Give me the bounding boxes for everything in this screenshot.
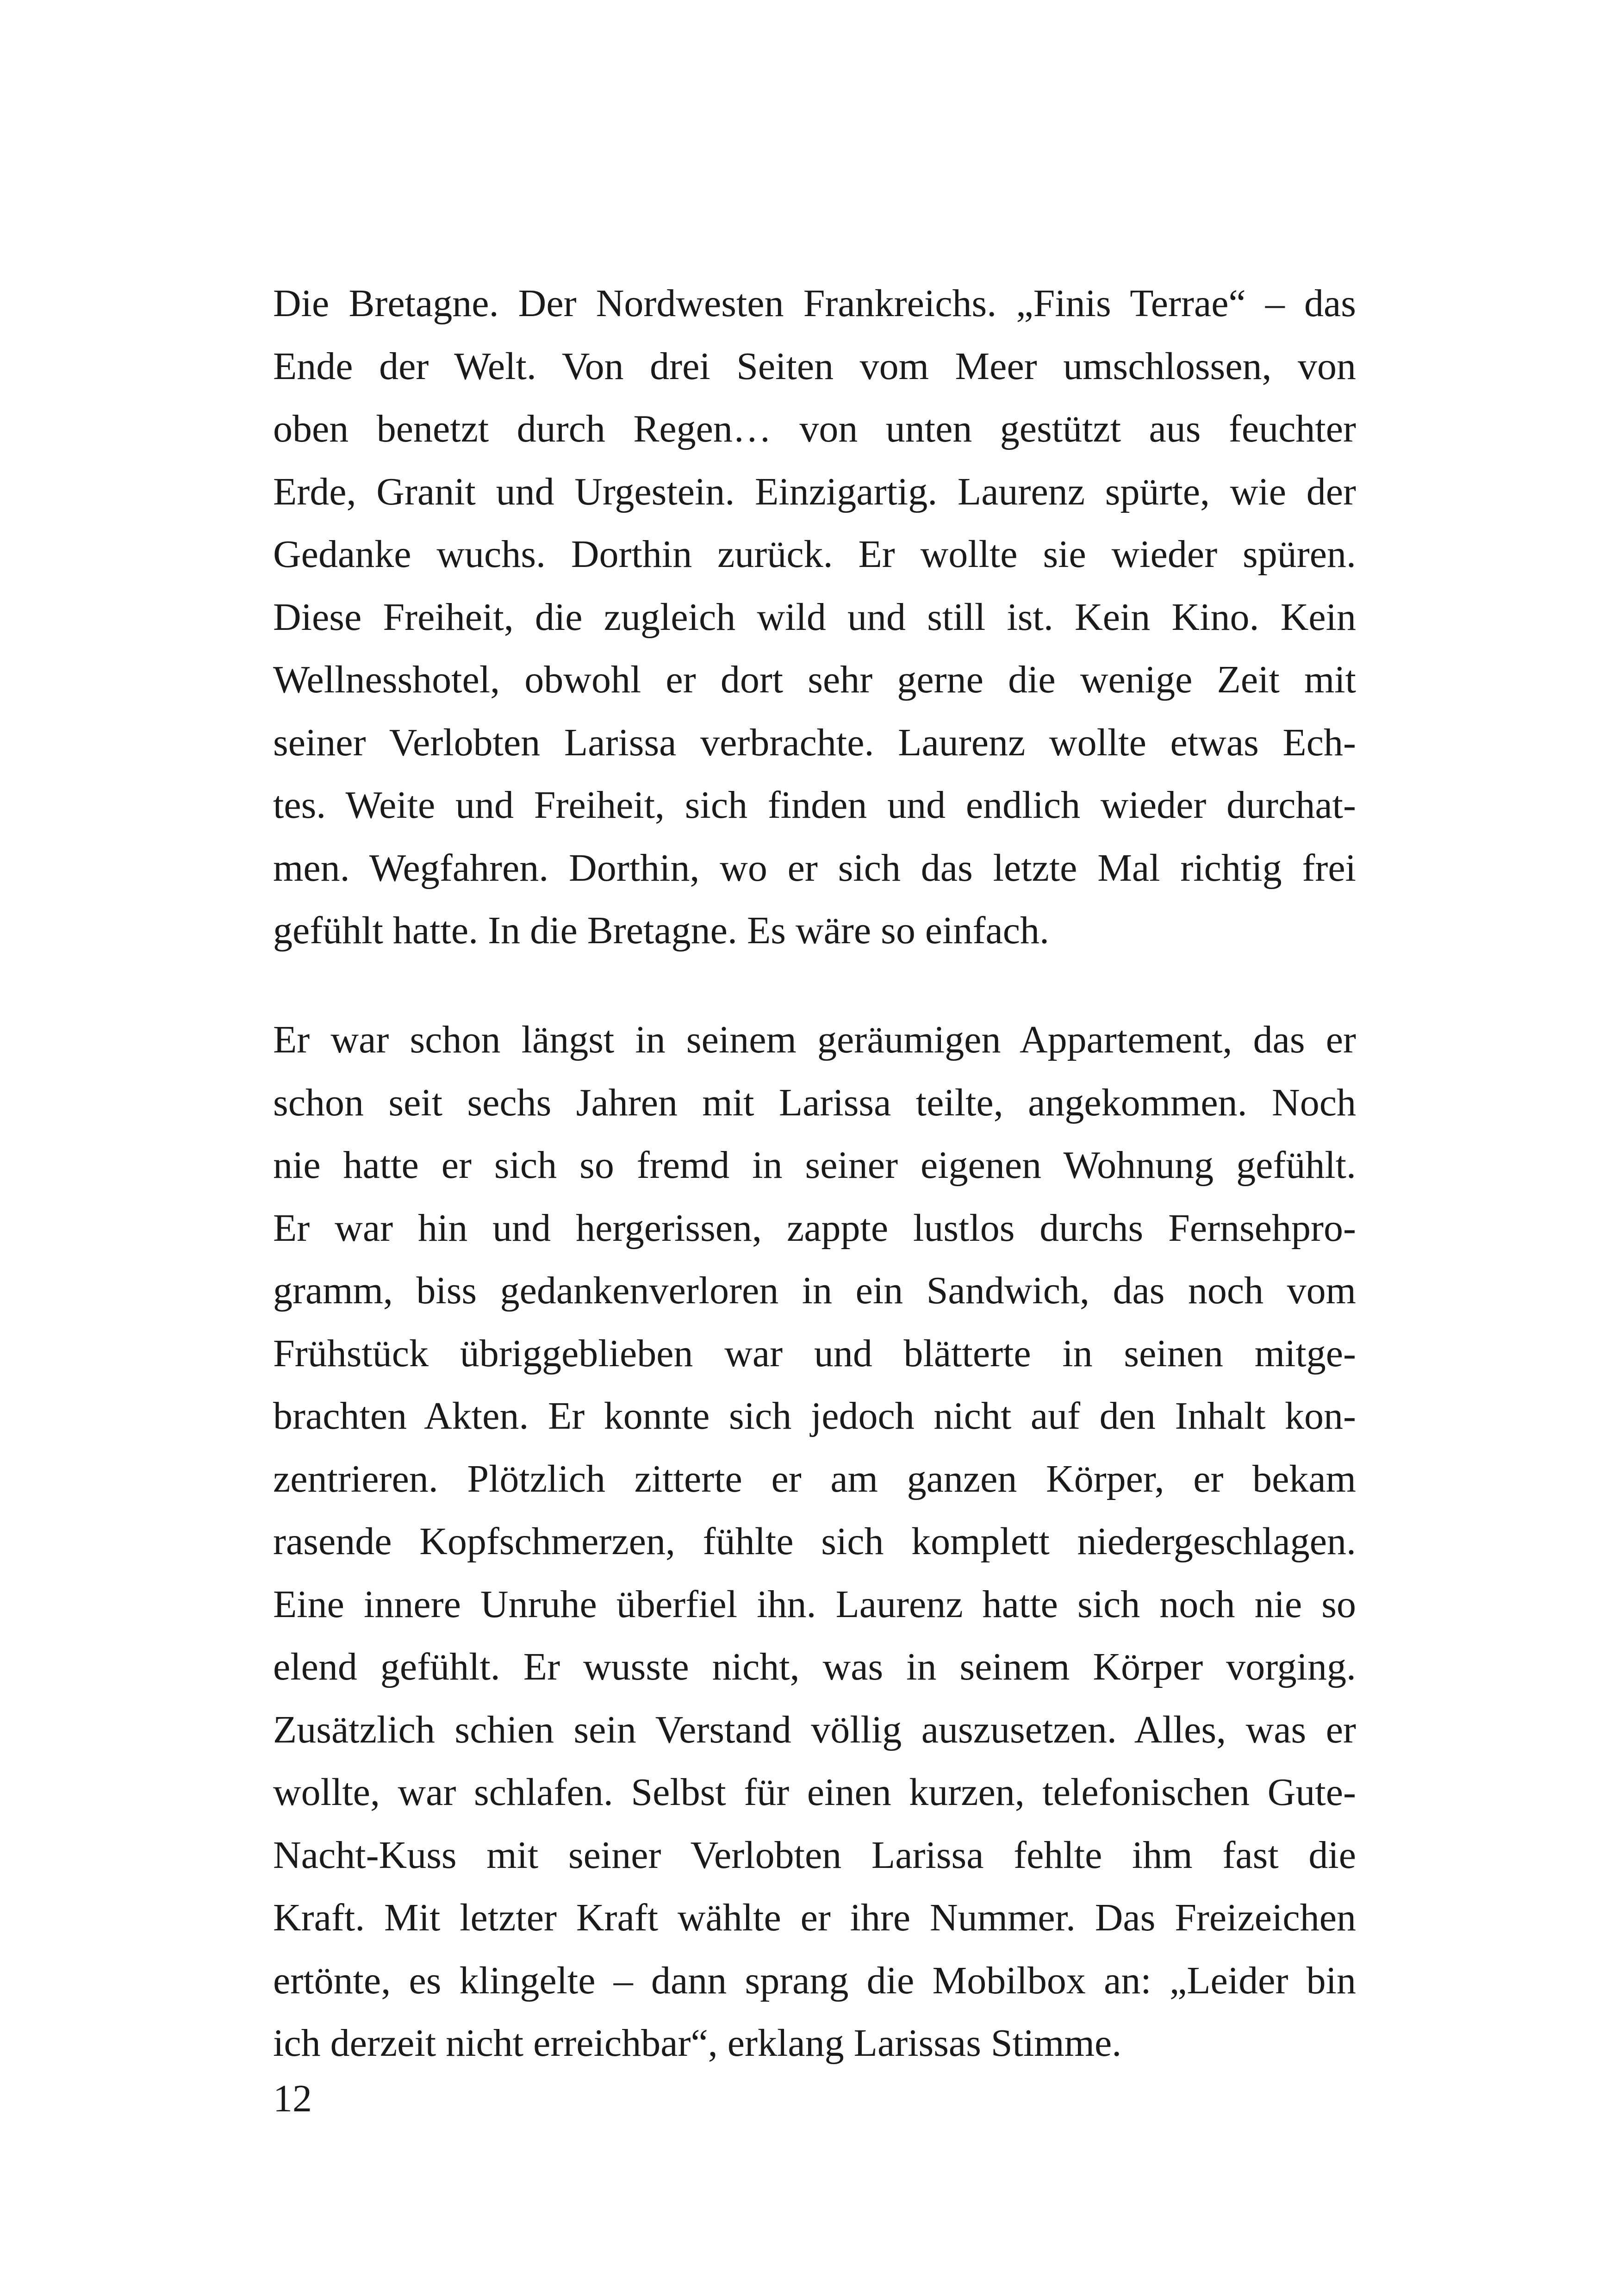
page-number: 12 — [273, 2077, 312, 2120]
text-line: Die Bretagne. Der Nordwesten Frankreichs. „Finis Terrae“ – das — [273, 282, 1356, 325]
text-line: nie hatte er sich so fremd in seiner eigenen Wohnung gefühlt. — [273, 1144, 1356, 1187]
paragraph — [273, 1008, 1356, 2075]
text-line: rasende Kopfschmerzen, fühlte sich komplett niedergeschlagen. — [273, 1520, 1356, 1563]
text-line: Wellnesshotel, obwohl er dort sehr gerne die wenige Zeit mit — [273, 658, 1356, 701]
text-line: ertönte, es klingelte – dann sprang die Mobilbox an: „Leider bin — [273, 1959, 1356, 2002]
text-line: Zusätzlich schien sein Verstand völlig auszusetzen. Alles, was er — [273, 1708, 1356, 1751]
text-line: schon seit sechs Jahren mit Larissa teilte, angekommen. Noch — [273, 1081, 1356, 1124]
text-line: gefühlt hatte. In die Bretagne. Es wäre so einfach. — [273, 909, 1050, 952]
text-line: Eine innere Unruhe überfiel ihn. Laurenz hatte sich noch nie so — [273, 1582, 1356, 1626]
text-line: Erde, Granit und Urgestein. Einzigartig. Laurenz spürte, wie der — [273, 470, 1356, 513]
text-line: gramm, biss gedankenverloren in ein Sandwich, das noch vom — [273, 1269, 1356, 1312]
text-line: Diese Freiheit, die zugleich wild und still ist. Kein Kino. Kein — [273, 595, 1356, 639]
text-line: ich derzeit nicht erreichbar“, erklang Larissas Stimme. — [273, 2022, 1122, 2065]
text-line: oben benetzt durch Regen… von unten gestützt aus feuchter — [273, 407, 1356, 450]
text-line: wollte, war schlafen. Selbst für einen kurzen, telefonischen Gute- — [273, 1771, 1356, 1814]
text-line: brachten Akten. Er konnte sich jedoch nicht auf den Inhalt kon- — [273, 1394, 1356, 1437]
paragraph — [273, 272, 1356, 962]
text-line: Frühstück übriggeblieben war und blätterte in seinen mitge- — [273, 1332, 1356, 1375]
text-line: Kraft. Mit letzter Kraft wählte er ihre Nummer. Das Freizeichen — [273, 1896, 1356, 1939]
text-line: Nacht-Kuss mit seiner Verlobten Larissa fehlte ihm fast die — [273, 1833, 1356, 1877]
text-line: seiner Verlobten Larissa verbrachte. Laurenz wollte etwas Ech- — [273, 721, 1356, 764]
text-line: tes. Weite und Freiheit, sich finden und endlich wieder durchat- — [273, 784, 1356, 827]
text-line: elend gefühlt. Er wusste nicht, was in seinem Körper vorging. — [273, 1645, 1356, 1688]
text-line: zentrieren. Plötzlich zitterte er am ganzen Körper, er bekam — [273, 1457, 1356, 1500]
text-line: Gedanke wuchs. Dorthin zurück. Er wollte sie wieder spüren. — [273, 533, 1356, 576]
text-line: men. Wegfahren. Dorthin, wo er sich das letzte Mal richtig frei — [273, 846, 1356, 890]
text-line: Ende der Welt. Von drei Seiten vom Meer umschlossen, von — [273, 344, 1356, 388]
text-line: Er war hin und hergerissen, zappte lustlos durchs Fernsehpro- — [273, 1206, 1356, 1250]
text-line: Er war schon längst in seinem geräumigen Appartement, das er — [273, 1018, 1356, 1061]
